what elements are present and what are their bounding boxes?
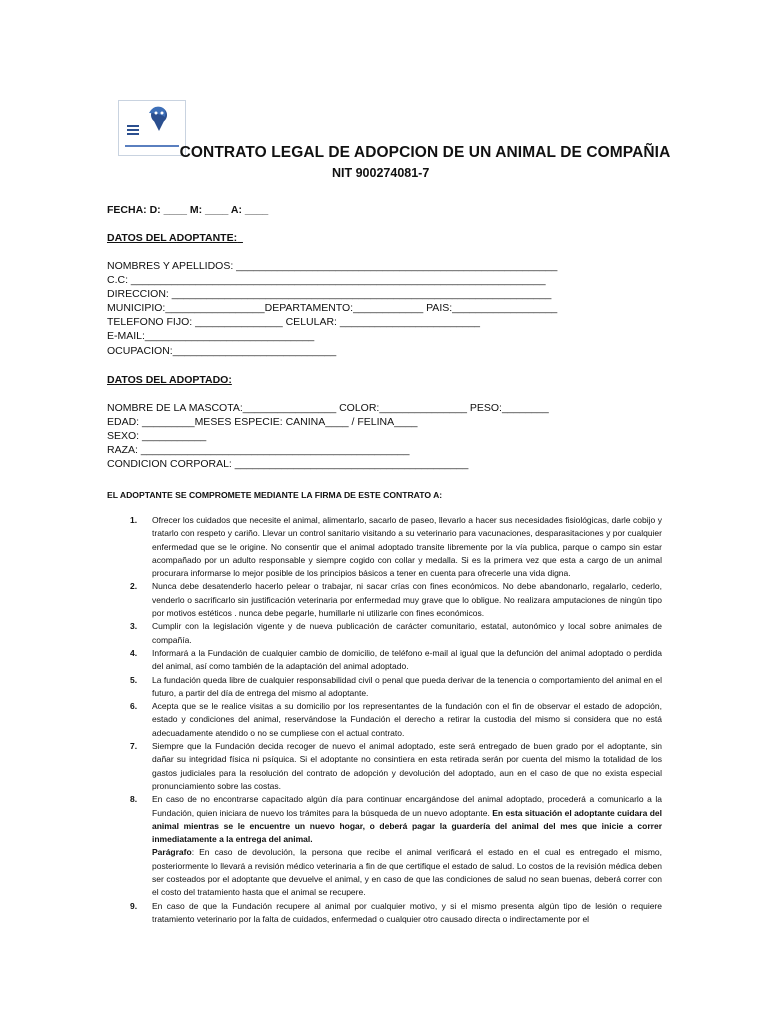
adopter-field-cc: C.C: _______________________________________________________________________ [107, 274, 546, 286]
clause-number: 5. [130, 674, 138, 685]
clause-text: Nunca debe desatenderlo hacerlo pelear o trabajar, ni sacar crías con fines económicos. No debe abandonarlo, regalarlo, cederlo, venderlo o sacrificarlo sin justificación veterinaria por enfermedad muy grave que lo obligue. No realizara amputaciones de ningún tipo por motivos estéticos . nunca debe pegarle, humillarle ni utilizarle con fines económicos. [152, 581, 662, 619]
clause-item [122, 514, 662, 580]
document-nit: NIT 900274081-7 [332, 166, 430, 180]
adopted-heading: DATOS DEL ADOPTADO: [107, 374, 232, 386]
commitment-intro: EL ADOPTANTE SE COMPROMETE MEDIANTE LA FIRMA DE ESTE CONTRATO A: [107, 490, 443, 500]
clause-number: 7. [130, 741, 138, 752]
clause-text: Siempre que la Fundación decida recoger de nuevo el animal adoptado, este será entregado de buen grado por el adoptante, sin dañar su integridad física ni psíquica. Si el adoptante no consintiera en esta retirada serán por cuenta del mismo la totalidad de los gastos judiciales para la resolución del contrato de adopción y devolución del adoptado, aun en el caso de que no exista especial pronunciamiento sobre las costas. [152, 741, 662, 791]
clause-number: 2. [130, 581, 138, 592]
date-line: FECHA: D: ____ M: ____ A: ____ [107, 204, 269, 216]
adopted-field-breed: RAZA: ______________________________________________ [107, 444, 410, 456]
clause-text: En caso de no encontrarse capacitado algún día para continuar encargándose del animal adoptado, procederá a comunicarlo a la Fundación, quien iniciara de nuevo los trámites para la búsqueda de un nuevo adoptante. [152, 794, 662, 818]
adopter-heading-tail [237, 232, 243, 244]
clause-text: Cumplir con la legislación vigente y de nueva publicación de carácter comunitario, estatal, autonómico y local sobre animales de compañía. [152, 621, 662, 645]
adopter-field-occupation: OCUPACION:____________________________ [107, 345, 337, 357]
adopter-heading-line [107, 232, 243, 244]
clause-number: 6. [130, 701, 138, 712]
clause-item [122, 620, 662, 647]
adopted-field-age: EDAD: _________MESES ESPECIE: CANINA____ / FELINA____ [107, 416, 418, 428]
paragraph-block [152, 846, 662, 899]
adopted-field-pet-name: NOMBRE DE LA MASCOTA:________________ COLOR:_______________ PESO:________ [107, 402, 549, 414]
clause-item [122, 793, 662, 899]
adopter-field-name: NOMBRES Y APELLIDOS: _______________________________________________________ [107, 260, 558, 272]
clause-item [122, 700, 662, 740]
clause-number: 4. [130, 647, 138, 658]
adopter-heading: DATOS DEL ADOPTANTE: [107, 232, 238, 244]
clause-item [122, 580, 662, 620]
clause-item [122, 740, 662, 793]
clause-text: La fundación queda libre de cualquier responsabilidad civil o penal que pueda derivar de la tenencia o comportamiento del animal en el futuro, a partir del día de entrega del mismo al adoptante. [152, 674, 662, 698]
adopted-field-sex: SEXO: ___________ [107, 430, 207, 442]
adopted-field-body-condition: CONDICION CORPORAL: ________________________________________ [107, 458, 469, 470]
clause-bold-text: En esta situación el adoptante cuidara del animal mientras se le encuentre un nuevo hogar, o deberá pagar la guardería del animal del mes que inicie a correr inmediatamente a la entrega del animal. [152, 807, 662, 845]
clause-number: 8. [130, 794, 138, 805]
adopter-field-address: DIRECCION: _________________________________________________________________ [107, 288, 552, 300]
document-title: CONTRATO LEGAL DE ADOPCION DE UN ANIMAL DE COMPAÑIA [179, 144, 671, 161]
paragraph-label: Parágrafo [152, 847, 192, 858]
clause-text-block [152, 793, 662, 846]
clause-item [122, 674, 662, 701]
clause-text: Informará a la Fundación de cualquier cambio de domicilio, de teléfono e-mail al igual que la defunción del animal adoptado o perdida del animal, así como también de la adaptación del animal adoptado. [152, 647, 662, 672]
clause-item [122, 900, 662, 927]
clause-text: Ofrecer los cuidados que necesite el animal, alimentarlo, sacarlo de paseo, llevarlo a hacer sus necesidades fisiológicas, darle cobijo y tratarlo con respeto y cariño. Llevar un control sanitario visitando a su veterinario para vacunaciones, desparasitaciones y por cualquier enfermedad que se le origine. No consentir que el animal adoptado transite libremente por la vía publica, parque o campo sin estar acompañado por un adulto responsable y siempre cogido con collar y medalla. Si es la primera vez que esta a cargo de un animal procurara informarse lo mejor posible de los principios básicos a tener en cuenta para ofrecerle una vida digna. [152, 515, 662, 579]
clause-text: En caso de que la Fundación recupere al animal por cualquier motivo, y si el mismo presenta algún tipo de lesión o requiere tratamiento veterinario por la falta de cuidados, enfermedad o cualquier otro causado directa o indirectamente por el [152, 900, 662, 924]
clause-text: Acepta que se le realice visitas a su domicilio por los representantes de la fundación con el fin de observar el estado de adopción, estado y condiciones del animal, reservándose la Fundación el derecho a retirar la custodia del mismo si considera que no está adecuadamente atendido o no se cumpliese con el actual contrato. [152, 701, 662, 738]
adopter-field-phone: TELEFONO FIJO: _______________ CELULAR: ________________________ [107, 316, 481, 328]
clause-item [122, 647, 662, 674]
paragraph-text: : En caso de devolución, la persona que recibe el animal verificará el estado en el cual es entregado el mismo, posteriormente lo llevará a revisión médico veterinaria a fin de que certifique el estado de salud. Lo costos de la revisión médica deben ser costeados por el adoptante que devuelve el animal, y en caso de que las condiciones de salud no sean buenas, deberá correr con el costo del tratamiento hasta que el animal se recupere. [152, 847, 662, 898]
adopter-field-email: E-MAIL:_____________________________ [107, 330, 315, 342]
clause-number: 1. [130, 515, 138, 525]
adopter-field-municipality: MUNICIPIO:_________________DEPARTAMENTO:____________ PAIS:__________________ [107, 302, 558, 314]
clause-number: 3. [130, 621, 138, 632]
clause-list [122, 514, 662, 926]
clause-number: 9. [130, 900, 138, 911]
